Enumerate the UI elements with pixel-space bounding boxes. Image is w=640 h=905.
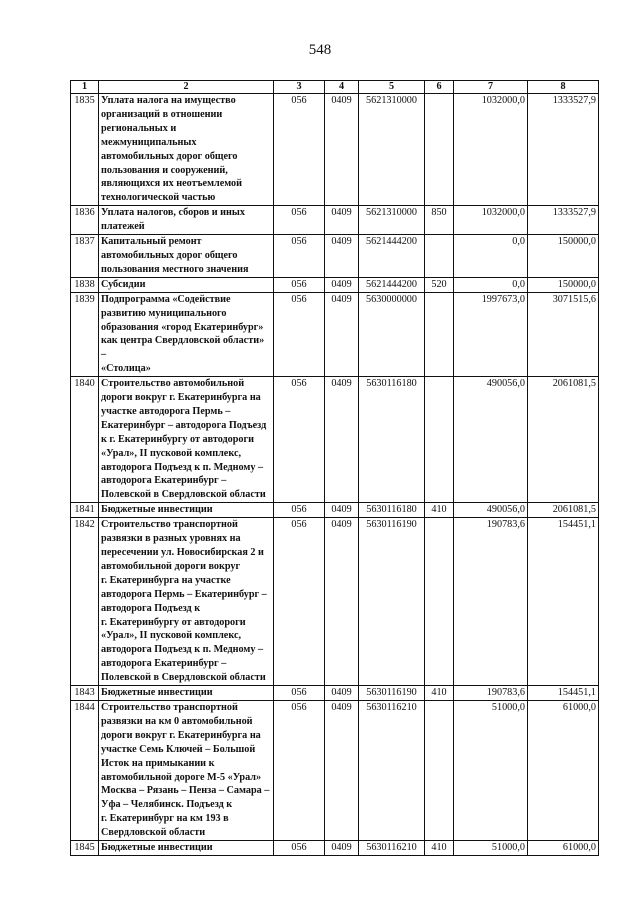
column-header-2: 2 xyxy=(99,81,274,94)
target-article-code: 5621310000 xyxy=(359,94,425,206)
row-name-line: автомобильных дорог общего xyxy=(101,150,238,162)
table-row xyxy=(71,235,599,278)
amount-year-1: 1032000,0 xyxy=(454,94,528,206)
row-name xyxy=(99,503,274,518)
row-name-line: организаций в отношении xyxy=(101,108,223,120)
row-name-line: являющихся их неотъемлемой xyxy=(101,178,243,190)
expense-type-code: 410 xyxy=(425,686,454,701)
target-article-code: 5630000000 xyxy=(359,292,425,376)
target-article-code: 5630116190 xyxy=(359,686,425,701)
expense-type-code: 410 xyxy=(425,841,454,856)
ministry-code: 056 xyxy=(274,377,325,503)
row-name xyxy=(99,206,274,235)
column-header-6: 6 xyxy=(425,81,454,94)
expense-type-code xyxy=(425,94,454,206)
amount-year-2: 1333527,9 xyxy=(528,94,599,206)
table-row xyxy=(71,277,599,292)
row-number: 1840 xyxy=(71,377,99,503)
ministry-code: 056 xyxy=(274,700,325,840)
row-name-line: Свердловской области xyxy=(101,827,206,839)
row-name-line: платежей xyxy=(101,221,145,233)
row-name-line: г. Екатеринбурга на участке xyxy=(101,574,231,586)
ministry-code: 056 xyxy=(274,518,325,686)
row-name-line: пользования местного значения xyxy=(101,263,249,275)
row-name-line: пересечении ул. Новосибирская 2 и xyxy=(101,547,264,558)
section-code: 0409 xyxy=(325,518,359,686)
target-article-code: 5621444200 xyxy=(359,277,425,292)
column-header-8: 8 xyxy=(528,81,599,94)
row-name-line: как центра Свердловской области» – xyxy=(101,335,265,361)
table-body xyxy=(71,94,599,856)
amount-year-2: 2061081,5 xyxy=(528,377,599,503)
table-row xyxy=(71,700,599,840)
row-name-line: участке Семь Ключей – Большой xyxy=(101,743,256,755)
amount-year-2: 1333527,9 xyxy=(528,206,599,235)
row-name-line: автомобильных дорог общего xyxy=(101,249,238,261)
target-article-code: 5621444200 xyxy=(359,235,425,278)
row-number: 1842 xyxy=(71,518,99,686)
row-number: 1844 xyxy=(71,700,99,840)
ministry-code: 056 xyxy=(274,94,325,206)
row-name-line: Бюджетные инвестиции xyxy=(101,687,213,699)
amount-year-1: 190783,6 xyxy=(454,518,528,686)
row-name-line: развитию муниципального xyxy=(101,307,227,319)
row-name-line: Капитальный ремонт xyxy=(101,236,202,248)
expense-type-code xyxy=(425,292,454,376)
row-name xyxy=(99,700,274,840)
section-code: 0409 xyxy=(325,686,359,701)
row-name-line: Бюджетные инвестиции xyxy=(101,504,213,516)
row-name-line: Екатеринбург – автодорога Подъезд xyxy=(101,419,267,431)
table-row xyxy=(71,292,599,376)
section-code: 0409 xyxy=(325,503,359,518)
target-article-code: 5621310000 xyxy=(359,206,425,235)
row-name-line: Полевской в Свердловской области xyxy=(101,489,266,501)
amount-year-1: 0,0 xyxy=(454,235,528,278)
target-article-code: 5630116210 xyxy=(359,841,425,856)
row-name-line: пользования и сооружений, xyxy=(101,164,228,176)
row-name-line: Уплата налогов, сборов и иных xyxy=(101,207,245,219)
ministry-code: 056 xyxy=(274,277,325,292)
row-name-line: Строительство транспортной xyxy=(101,519,238,531)
row-name-line: «Столица» xyxy=(101,363,151,375)
row-name-line: Исток на примыкании к xyxy=(101,757,215,769)
row-name-line: автодорога Подъезд к п. Медному – xyxy=(101,644,264,656)
target-article-code: 5630116190 xyxy=(359,518,425,686)
target-article-code: 5630116210 xyxy=(359,700,425,840)
row-name-line: автодорога Екатеринбург – xyxy=(101,658,227,670)
row-name-line: развязки на км 0 автомобильной xyxy=(101,715,253,727)
expense-type-code xyxy=(425,377,454,503)
row-number: 1835 xyxy=(71,94,99,206)
row-number: 1843 xyxy=(71,686,99,701)
amount-year-1: 51000,0 xyxy=(454,841,528,856)
amount-year-2: 61000,0 xyxy=(528,700,599,840)
table-row xyxy=(71,503,599,518)
ministry-code: 056 xyxy=(274,841,325,856)
section-code: 0409 xyxy=(325,277,359,292)
ministry-code: 056 xyxy=(274,206,325,235)
row-name-line: Строительство транспортной xyxy=(101,701,238,713)
column-header-1: 1 xyxy=(71,81,99,94)
row-name-line: Полевской в Свердловской области xyxy=(101,672,266,684)
row-number: 1836 xyxy=(71,206,99,235)
amount-year-2: 2061081,5 xyxy=(528,503,599,518)
column-header-5: 5 xyxy=(359,81,425,94)
table-row xyxy=(71,518,599,686)
row-name-line: дороги вокруг г. Екатеринбурга на xyxy=(101,392,261,404)
expense-type-code: 520 xyxy=(425,277,454,292)
row-name-line: Москва – Рязань – Пенза – Самара – xyxy=(101,785,270,797)
row-name-line: автодорога Подъезд к п. Медному – xyxy=(101,461,264,473)
amount-year-1: 1032000,0 xyxy=(454,206,528,235)
row-name-line: технологической частью xyxy=(101,192,216,204)
header-row xyxy=(71,81,599,94)
row-name-line: участке автодорога Пермь – xyxy=(101,405,231,417)
table-row xyxy=(71,94,599,206)
budget-table xyxy=(70,80,599,856)
expense-type-code: 410 xyxy=(425,503,454,518)
amount-year-1: 51000,0 xyxy=(454,700,528,840)
row-name-line: дороги вокруг г. Екатеринбурга на xyxy=(101,729,261,741)
expense-type-code xyxy=(425,235,454,278)
table-row xyxy=(71,377,599,503)
row-name-line: Строительство автомобильной xyxy=(101,378,245,390)
table-row xyxy=(71,206,599,235)
row-name xyxy=(99,518,274,686)
row-name xyxy=(99,235,274,278)
column-header-7: 7 xyxy=(454,81,528,94)
table-row xyxy=(71,686,599,701)
ministry-code: 056 xyxy=(274,235,325,278)
amount-year-1: 0,0 xyxy=(454,277,528,292)
row-name xyxy=(99,94,274,206)
row-name-line: автомобильной дороги вокруг xyxy=(101,560,241,572)
amount-year-1: 190783,6 xyxy=(454,686,528,701)
row-name-line: автодорога Екатеринбург – xyxy=(101,475,227,487)
row-name-line: Подпрограмма «Содействие xyxy=(101,293,231,305)
target-article-code: 5630116180 xyxy=(359,377,425,503)
expense-type-code xyxy=(425,700,454,840)
section-code: 0409 xyxy=(325,206,359,235)
row-name-line: региональных и межмуниципальных xyxy=(101,122,197,148)
column-header-3: 3 xyxy=(274,81,325,94)
section-code: 0409 xyxy=(325,292,359,376)
row-name-line: «Урал», II пусковой комплекс, xyxy=(101,630,242,642)
row-number: 1839 xyxy=(71,292,99,376)
amount-year-2: 150000,0 xyxy=(528,235,599,278)
row-name xyxy=(99,377,274,503)
row-name-line: Субсидии xyxy=(101,278,146,290)
row-number: 1837 xyxy=(71,235,99,278)
row-name xyxy=(99,277,274,292)
row-name-line: автодорога Подъезд к xyxy=(101,602,201,614)
row-name-line: г. Екатеринбург на км 193 в xyxy=(101,813,229,825)
table-row xyxy=(71,841,599,856)
row-name-line: «Урал», II пусковой комплекс, xyxy=(101,447,242,459)
row-name-line: г. Екатеринбургу от автодороги xyxy=(101,616,246,628)
row-name-line: Уплата налога на имущество xyxy=(101,95,236,106)
row-name-line: Бюджетные инвестиции xyxy=(101,842,213,854)
row-number: 1841 xyxy=(71,503,99,518)
section-code: 0409 xyxy=(325,94,359,206)
amount-year-1: 490056,0 xyxy=(454,377,528,503)
amount-year-2: 154451,1 xyxy=(528,686,599,701)
amount-year-2: 154451,1 xyxy=(528,518,599,686)
expense-type-code xyxy=(425,518,454,686)
amount-year-1: 1997673,0 xyxy=(454,292,528,376)
row-name-line: автодорога Пермь – Екатеринбург – xyxy=(101,588,267,600)
ministry-code: 056 xyxy=(274,292,325,376)
row-name xyxy=(99,841,274,856)
page-number: 548 xyxy=(308,42,332,58)
amount-year-2: 61000,0 xyxy=(528,841,599,856)
amount-year-2: 150000,0 xyxy=(528,277,599,292)
column-header-4: 4 xyxy=(325,81,359,94)
row-number: 1845 xyxy=(71,841,99,856)
row-name-line: развязки в разных уровнях на xyxy=(101,533,241,545)
row-name xyxy=(99,292,274,376)
ministry-code: 056 xyxy=(274,686,325,701)
section-code: 0409 xyxy=(325,377,359,503)
target-article-code: 5630116180 xyxy=(359,503,425,518)
row-name-line: образования «город Екатеринбург» xyxy=(101,321,264,333)
expense-type-code: 850 xyxy=(425,206,454,235)
row-name-line: Уфа – Челябинск. Подъезд к xyxy=(101,799,233,811)
row-number: 1838 xyxy=(71,277,99,292)
row-name-line: к г. Екатеринбургу от автодороги xyxy=(101,433,255,445)
amount-year-2: 3071515,6 xyxy=(528,292,599,376)
amount-year-1: 490056,0 xyxy=(454,503,528,518)
section-code: 0409 xyxy=(325,700,359,840)
row-name-line: автомобильной дороге М-5 «Урал» xyxy=(101,771,262,783)
row-name xyxy=(99,686,274,701)
section-code: 0409 xyxy=(325,235,359,278)
section-code: 0409 xyxy=(325,841,359,856)
ministry-code: 056 xyxy=(274,503,325,518)
